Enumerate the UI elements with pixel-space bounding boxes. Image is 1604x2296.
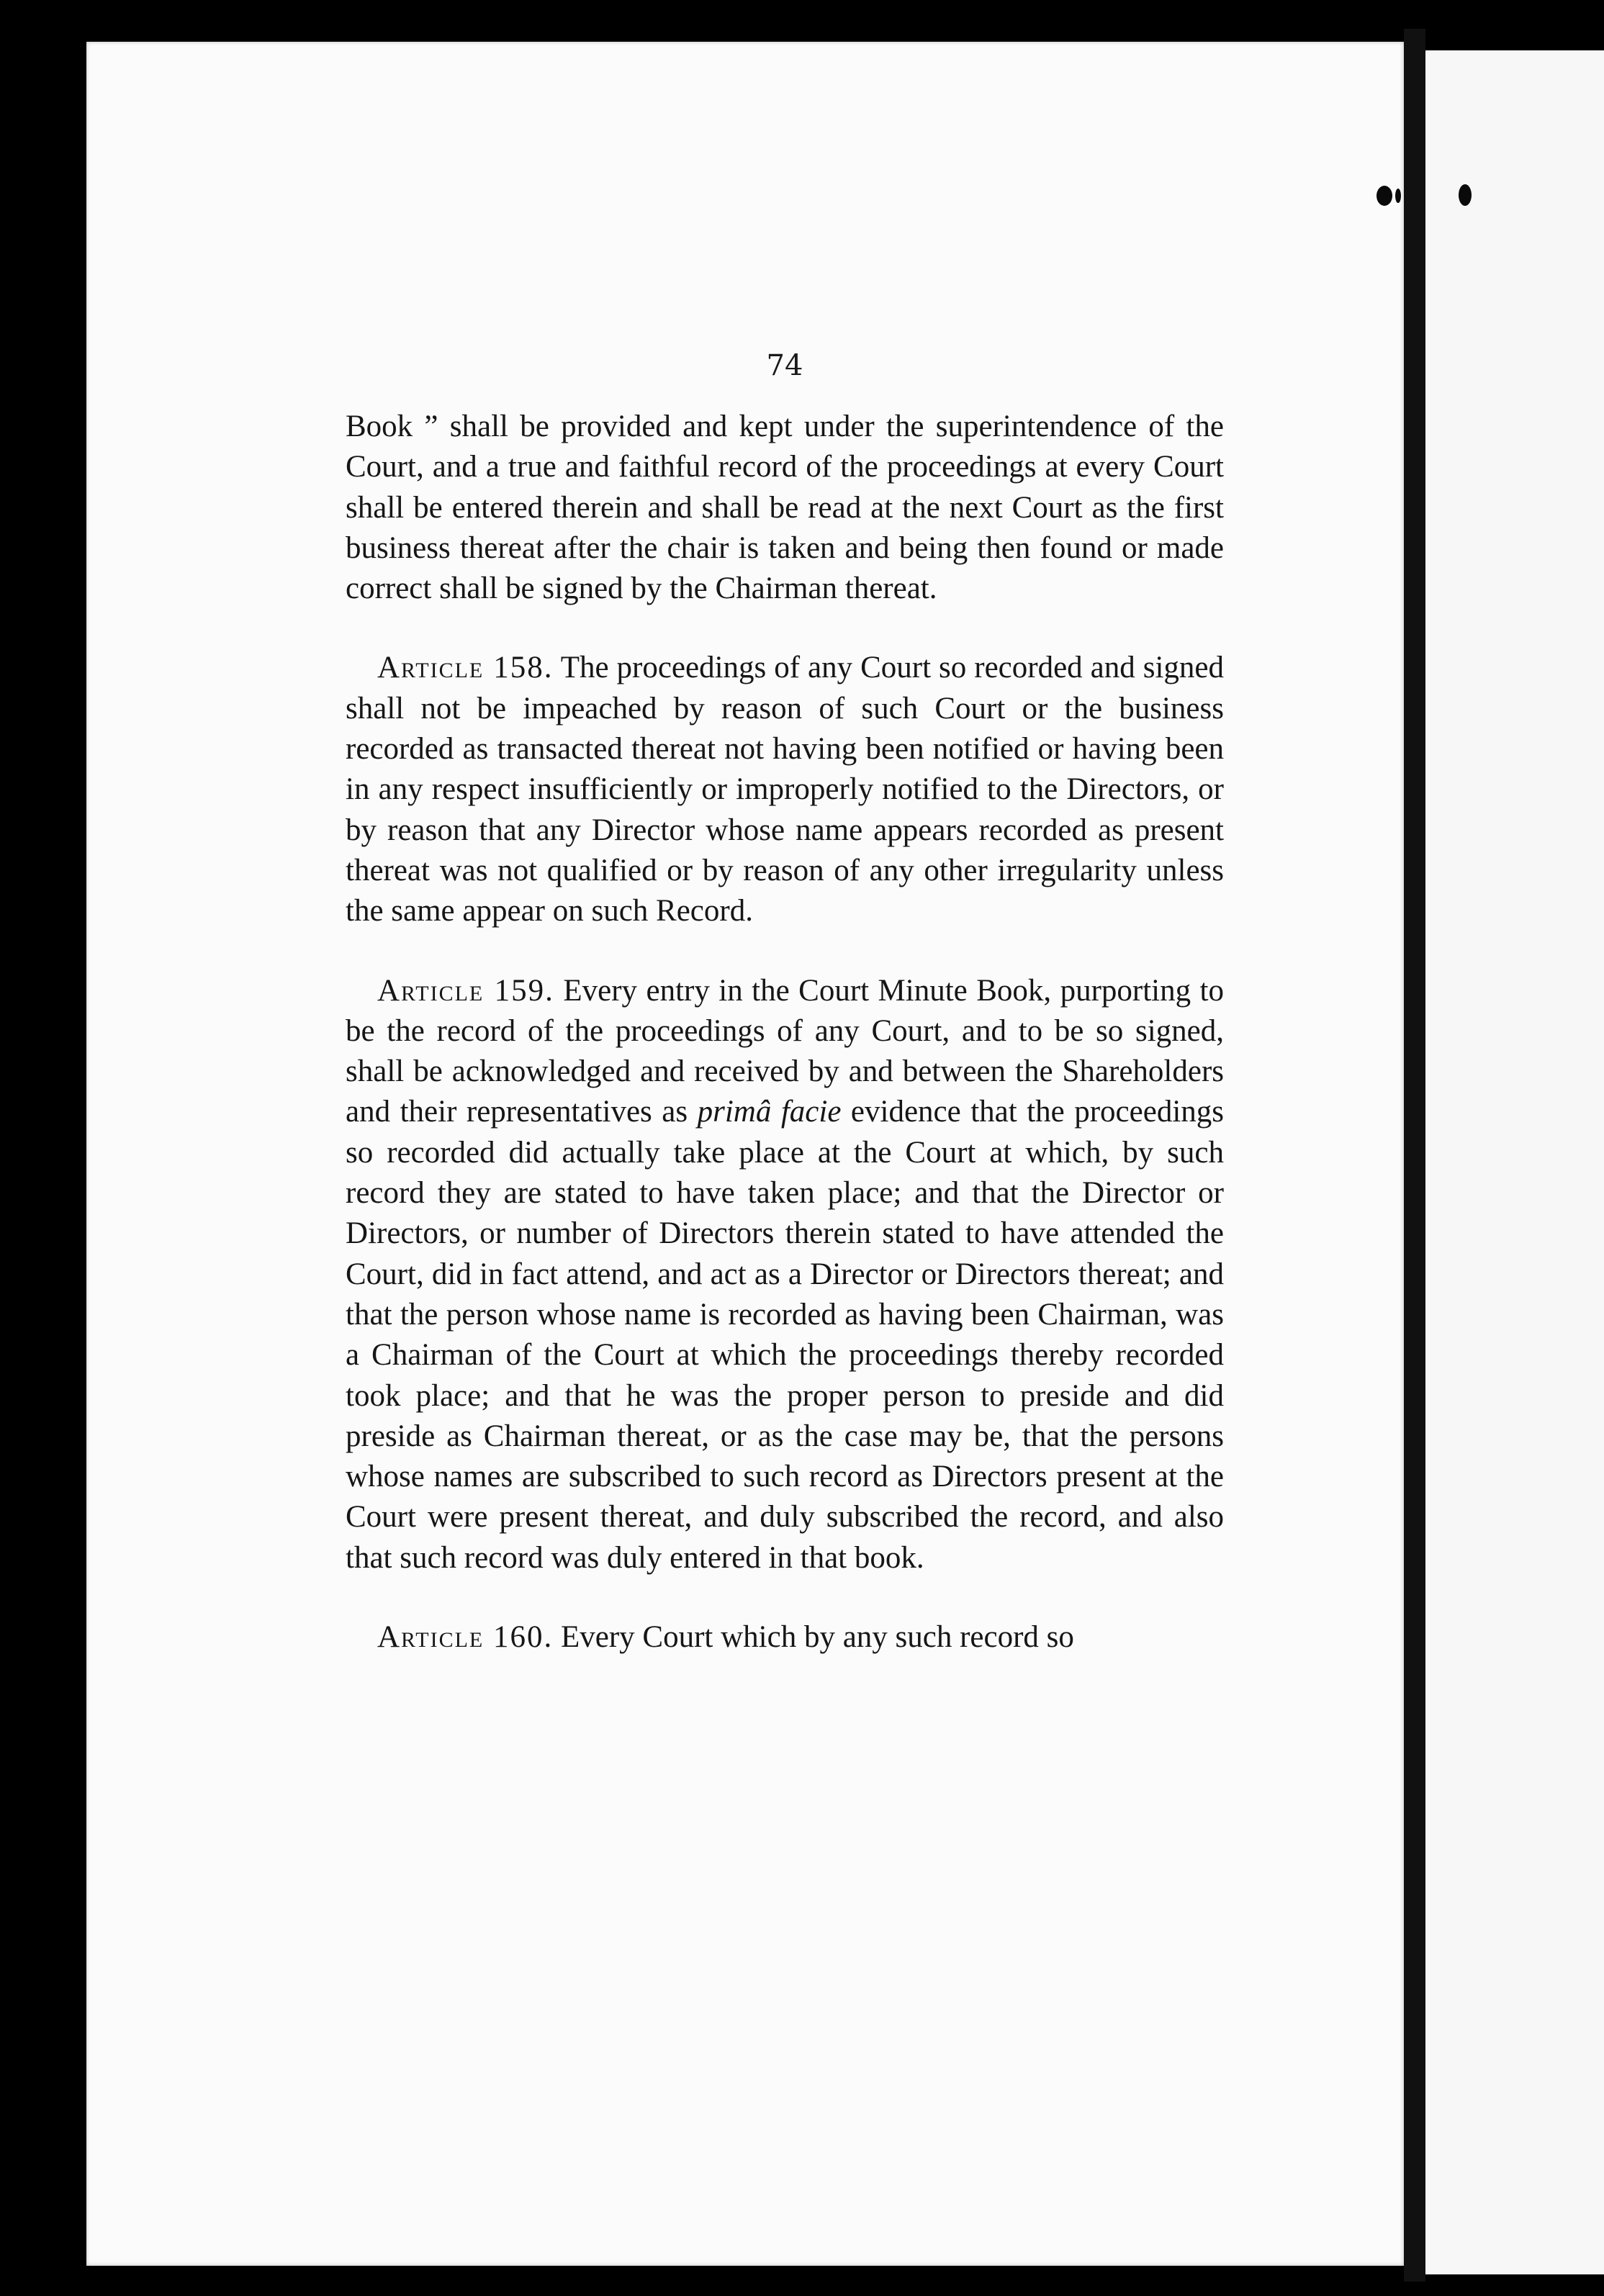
- article-text-continued: evidence that the proceedings so recorded did actually take place at the Court at which, by such record they are stated to have taken place; and that the Director or Directors, or number of Directors therein stated to have attended the Court, did in fact attend, and act as a Director or Directors thereat; and that the person whose name is recorded as having been Chairman, was a Chairman of the Court at which the proceedings thereby recorded took place; and that he was the proper person to preside and did preside as Chairman thereat, or as the case may be, that the persons whose names are subscribed to such record as Directors present at the Court were present thereat, and duly subscribed the record, and also that such record was duly entered in that book.: [346, 1095, 1224, 1575]
- article-heading: Article 158.: [377, 651, 554, 685]
- article-text: Every entry in the Court Minute Book, purporting to be the record of the proceedings of any Court, and to be so signed, shall be acknowledged and received by and between the Shareholders and their representatives as: [346, 973, 1224, 1129]
- article-158: [346, 648, 1224, 931]
- italic-term: primâ facie: [697, 1095, 842, 1129]
- article-159: [346, 971, 1224, 1578]
- facing-page-edge: [1425, 50, 1604, 2274]
- ink-blot-mark: [1459, 184, 1472, 206]
- ink-blot-mark: [1377, 186, 1392, 206]
- article-heading: Article 160.: [377, 1620, 554, 1655]
- article-heading: Article 159.: [377, 973, 554, 1008]
- paragraph-continued: [346, 407, 1224, 609]
- paragraph-text: Book ” shall be provided and kept under the superintendence of the Court, and a true and faithful record of the proceedings at every Court shall be entered therein and shall be read at the next Court as the first business thereat after the chair is taken and being then found or made correct shall be signed by the Chairman thereat.: [346, 410, 1224, 606]
- article-text: Every Court which by any such record so: [561, 1620, 1074, 1655]
- page-gutter: [1404, 29, 1425, 2282]
- page-body: [346, 407, 1224, 1658]
- ink-blot-mark: [1395, 189, 1401, 203]
- page-number: 74: [766, 349, 803, 382]
- article-text: The proceedings of any Court so recorded and signed shall not be impeached by reason of such Court or the business recorded as transacted thereat not having been notified or having been in any respect insufficiently or improperly notified to the Directors, or by reason that any Director whose name appears recorded as present thereat was not qualified or by reason of any other irregularity unless the same appear on such Record.: [346, 651, 1224, 928]
- article-160: [346, 1617, 1224, 1658]
